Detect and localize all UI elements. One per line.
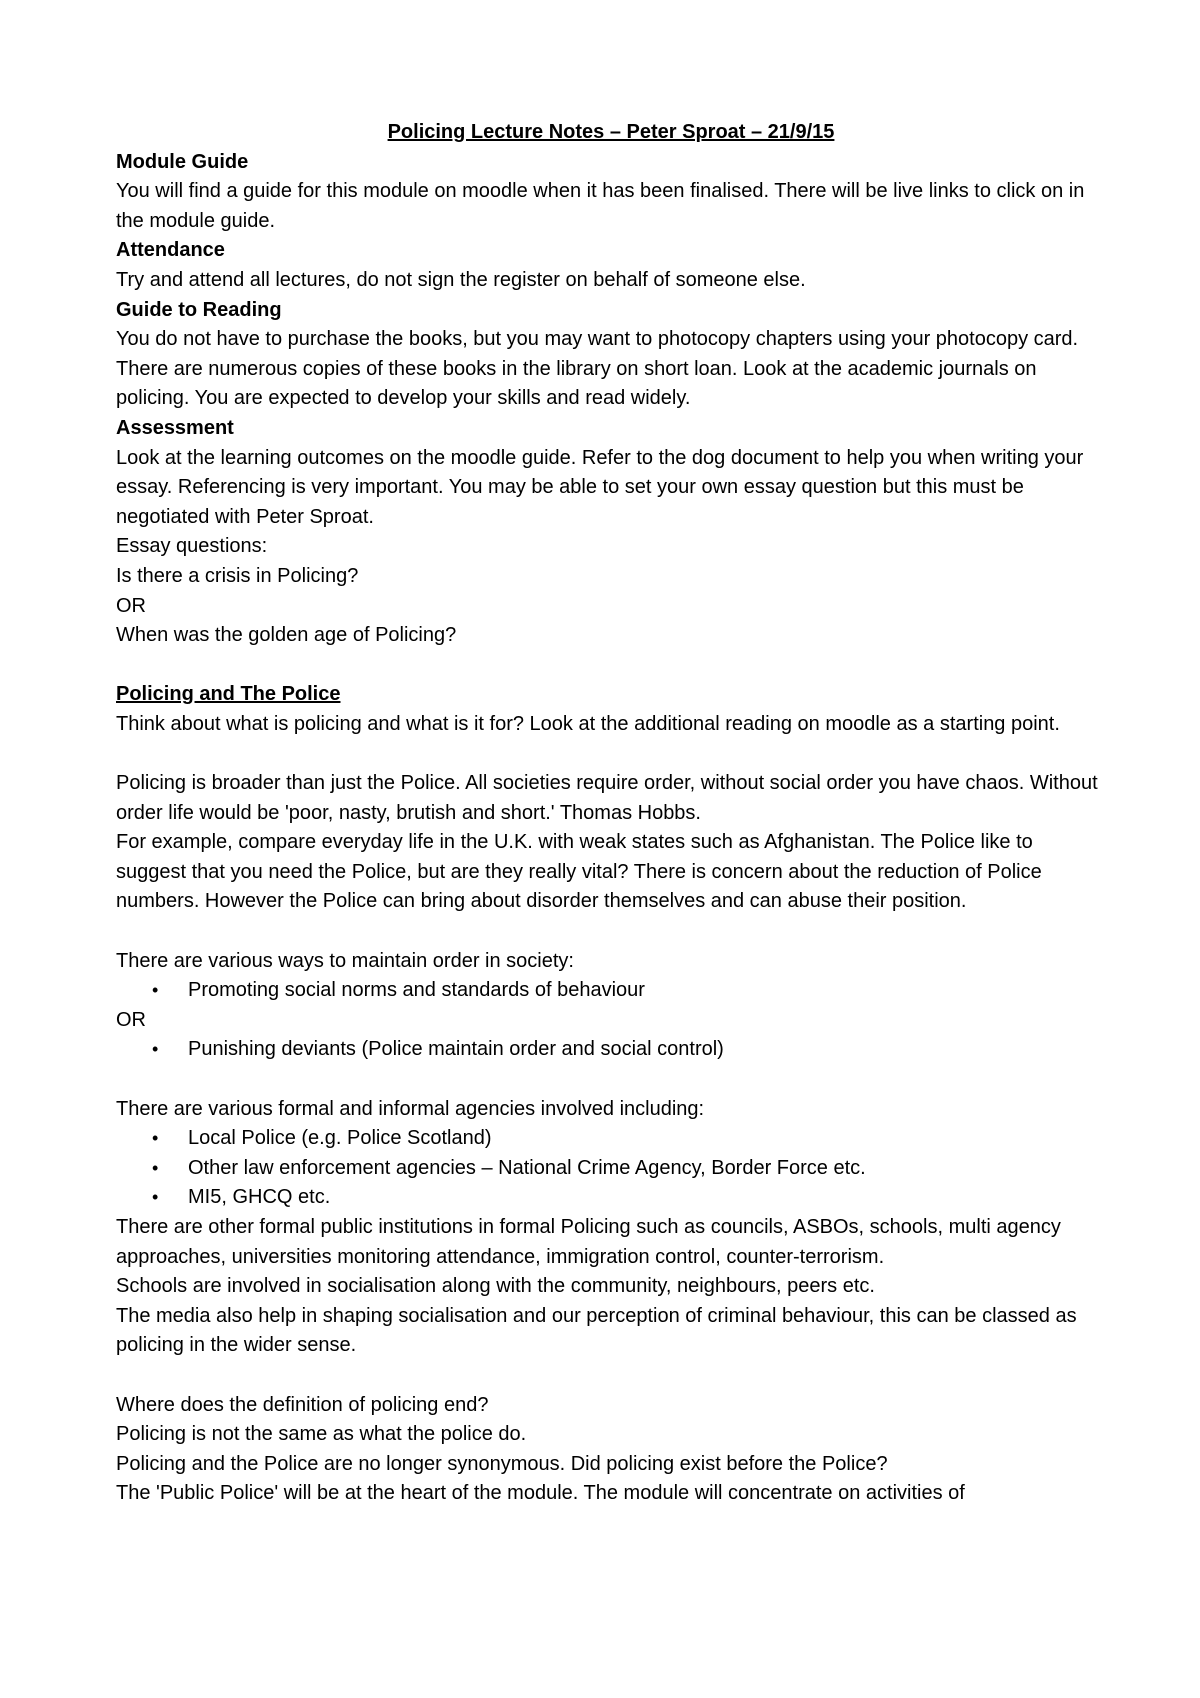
bullet-icon: • <box>152 980 159 1001</box>
list-item-text: Local Police (e.g. Police Scotland) <box>188 1127 492 1150</box>
heading-module-guide: Module Guide <box>116 150 249 173</box>
bullet-icon: • <box>152 1187 159 1208</box>
heading-policing-and-the-police: Policing and The Police <box>116 683 341 706</box>
list-item-text: Promoting social norms and standards of behaviour <box>188 979 645 1002</box>
policing-paragraph-9: Policing and the Police are no longer synonymous. Did policing exist before the Police? <box>116 1452 888 1475</box>
list-item <box>116 1183 1106 1213</box>
heading-assessment: Assessment <box>116 416 234 439</box>
policing-paragraph-6: The media also help in shaping socialisation and our perception of criminal behaviour, this can be classed as policing in the wider sense. <box>116 1304 1077 1357</box>
bullet-icon: • <box>152 1128 159 1149</box>
spacer <box>116 1065 1106 1095</box>
policing-paragraph-8: Policing is not the same as what the police do. <box>116 1423 527 1446</box>
bullet-icon: • <box>152 1039 159 1060</box>
list-item <box>116 1035 1106 1065</box>
attendance-text: Try and attend all lectures, do not sign the register on behalf of someone else. <box>116 268 806 291</box>
spacer <box>116 917 1106 947</box>
heading-guide-to-reading: Guide to Reading <box>116 298 282 321</box>
policing-paragraph-7: Where does the definition of policing end? <box>116 1393 489 1416</box>
essay-question-2: When was the golden age of Policing? <box>116 624 457 647</box>
policing-paragraph-1: Think about what is policing and what is it for? Look at the additional reading on moodle as a starting point. <box>116 712 1060 735</box>
ways-list <box>116 976 1106 1006</box>
ways-intro: There are various ways to maintain order in society: <box>116 949 574 972</box>
policing-paragraph-10: The 'Public Police' will be at the heart of the module. The module will concentrate on activities of <box>116 1482 965 1505</box>
essay-or: OR <box>116 594 146 617</box>
ways-list-2 <box>116 1035 1106 1065</box>
module-guide-text: You will find a guide for this module on moodle when it has been finalised. There will be live links to click on in the module guide. <box>116 180 1085 232</box>
bullet-icon: • <box>152 1157 159 1178</box>
agencies-intro: There are various formal and informal agencies involved including: <box>116 1097 705 1120</box>
policing-paragraph-2: Policing is broader than just the Police. All societies require order, without social order you have chaos. Without order life would be 'poor, nasty, brutish and short.' Thomas Hobbs. <box>116 772 1098 824</box>
assessment-text: Look at the learning outcomes on the moodle guide. Refer to the dog document to help you when writing your essay. Referencing is very important. You may be able to set your own essay question but this must be negotiated with Peter Sproat. <box>116 446 1084 528</box>
document-page <box>116 118 1106 1509</box>
spacer <box>116 1361 1106 1391</box>
list-item <box>116 1124 1106 1154</box>
spacer <box>116 651 1106 681</box>
heading-attendance: Attendance <box>116 239 225 262</box>
list-item-text: Punishing deviants (Police maintain order and social control) <box>188 1038 724 1061</box>
list-item <box>116 1154 1106 1184</box>
essay-questions-intro: Essay questions: <box>116 535 268 558</box>
ways-or: OR <box>116 1008 146 1031</box>
spacer <box>116 739 1106 769</box>
reading-text: You do not have to purchase the books, but you may want to photocopy chapters using your photocopy card. There are numerous copies of these books in the library on short loan. Look at the academic journals on policing. You are expected to develop your skills and read widely. <box>116 328 1079 410</box>
list-item-text: Other law enforcement agencies – National Crime Agency, Border Force etc. <box>188 1156 866 1179</box>
essay-question-1: Is there a crisis in Policing? <box>116 564 359 587</box>
list-item-text: MI5, GHCQ etc. <box>188 1186 331 1209</box>
policing-paragraph-4: There are other formal public institutions in formal Policing such as councils, ASBOs, schools, multi agency approaches, universities monitoring attendance, immigration control, counter-terrorism. <box>116 1215 1061 1268</box>
policing-paragraph-5: Schools are involved in socialisation along with the community, neighbours, peers etc. <box>116 1275 875 1298</box>
document-title: Policing Lecture Notes – Peter Sproat – 21/9/15 <box>387 121 835 143</box>
policing-paragraph-3: For example, compare everyday life in the U.K. with weak states such as Afghanistan. The Police like to suggest that you need the Police, but are they really vital? There is concern about the reduction of Police numbers. However the Police can bring about disorder themselves and can abuse their position. <box>116 831 1042 913</box>
list-item <box>116 976 1106 1006</box>
agencies-list <box>116 1124 1106 1213</box>
